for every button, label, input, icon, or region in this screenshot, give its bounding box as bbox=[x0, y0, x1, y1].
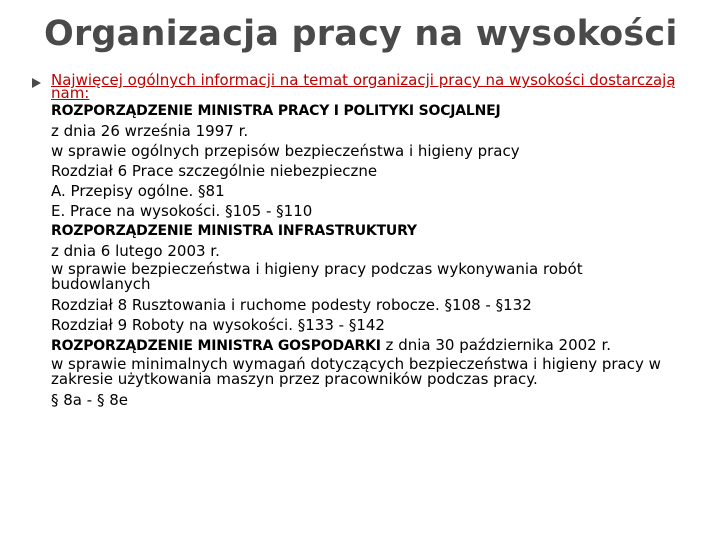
regulation-3-date: z dnia 30 października 2002 r. bbox=[380, 336, 612, 354]
regulation-2-subject: w sprawie bezpieczeństwa i higieny pracy podczas wykonywania robót budowlanych bbox=[51, 260, 583, 293]
regulation-3-name: ROZPORZĄDZENIE MINISTRA GOSPODARKI bbox=[51, 338, 381, 354]
regulation-3-sections: § 8a - § 8e bbox=[51, 391, 128, 409]
intro-text: Najwięcej ogólnych informacji na temat organizacji pracy na wysokości dostarczają nam: bbox=[51, 71, 676, 102]
regulation-1-subject: w sprawie ogólnych przepisów bezpieczeństwa i higieny pracy bbox=[51, 142, 520, 160]
slide-title: Organizacja pracy na wysokości bbox=[44, 14, 678, 54]
regulation-1-name: ROZPORZĄDZENIE MINISTRA PRACY I POLITYKI SOCJALNEJ bbox=[51, 103, 501, 119]
regulation-1-date: z dnia 26 września 1997 r. bbox=[51, 122, 249, 140]
arrow-bullet-icon bbox=[32, 78, 41, 88]
regulation-2-date: z dnia 6 lutego 2003 r. bbox=[51, 242, 220, 260]
regulation-3-heading bbox=[51, 336, 681, 355]
regulation-1-chapter: Rozdział 6 Prace szczególnie niebezpieczne bbox=[51, 162, 378, 180]
regulation-2-chapter-9: Rozdział 9 Roboty na wysokości. §133 - §142 bbox=[51, 316, 385, 334]
regulation-1-section-a: A. Przepisy ogólne. §81 bbox=[51, 182, 225, 200]
regulation-1-section-e: E. Prace na wysokości. §105 - §110 bbox=[51, 202, 313, 220]
regulation-2-chapter-8: Rozdział 8 Rusztowania i ruchome podesty robocze. §108 - §132 bbox=[51, 296, 532, 314]
slide-content bbox=[51, 71, 681, 411]
regulation-2-name: ROZPORZĄDZENIE MINISTRA INFRASTRUKTURY bbox=[51, 223, 417, 239]
regulation-3-subject: w sprawie minimalnych wymagań dotyczących bezpieczeństwa i higieny pracy w zakresie użytkowania maszyn przez pracowników podczas pracy. bbox=[51, 355, 661, 388]
